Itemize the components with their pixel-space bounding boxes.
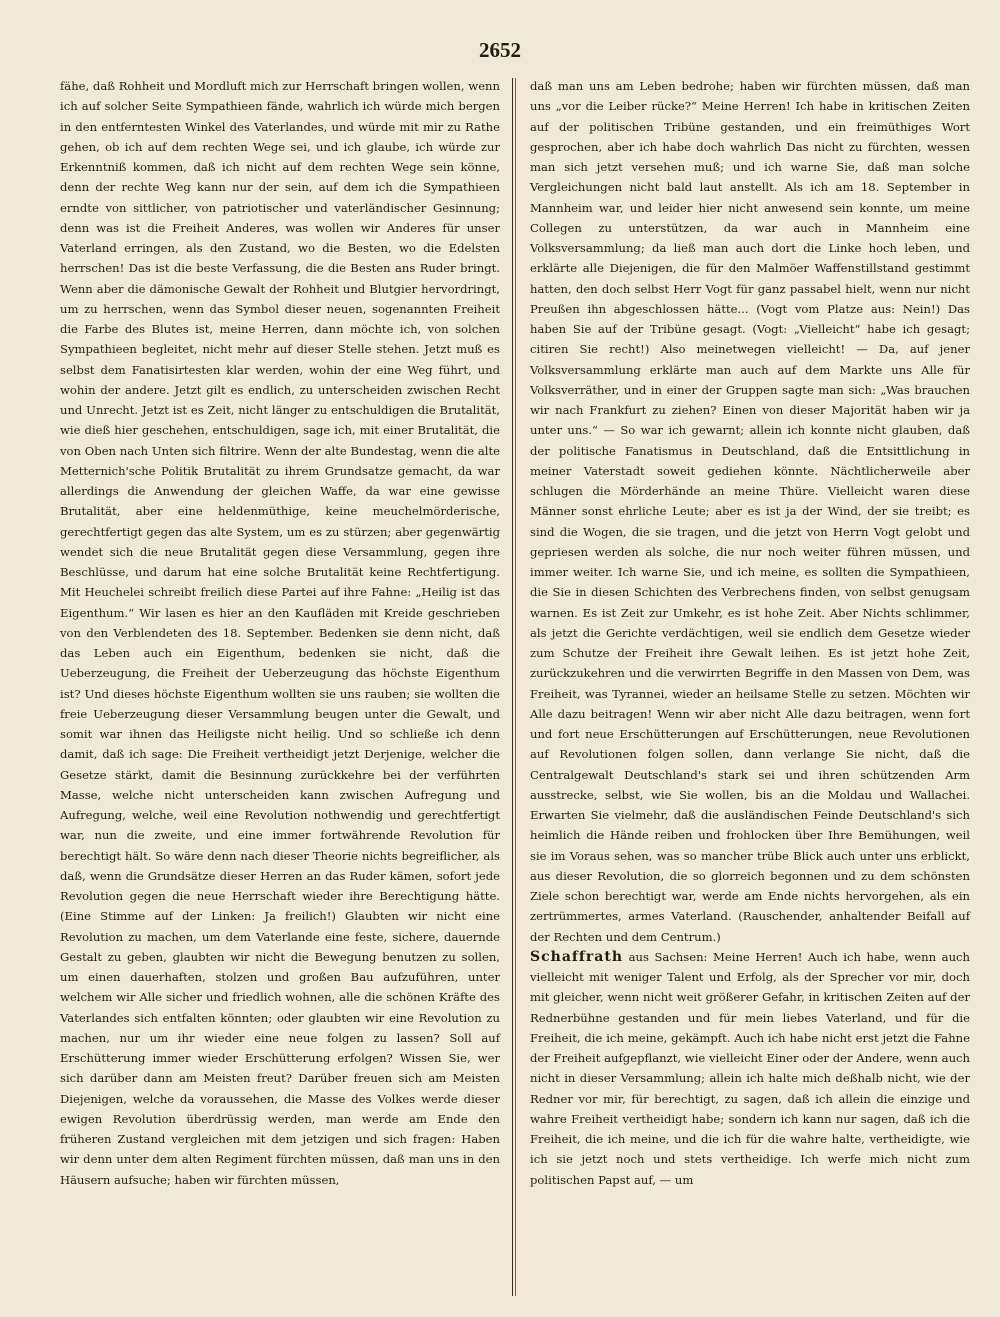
speech-text: aus Sachsen: Meine Herren! Auch ich habe, wenn auch vielleicht mit weniger Talent und Erfolg, als der Sprecher vor mir, doch mit gleicher, wenn nicht weit größerer Gefahr, in kritischen Zeiten auf der Rednerbühne gestanden und für mein liebes Vaterland, und für die Freiheit, die ich meine, gekämpft. Auch ich habe nicht erst jetzt die Fahne der Freiheit aufgepflanzt, wie vielleicht Einer oder der Andere, wenn auch nicht in dieser Versammlung; allein ich halte mich deßhalb nicht, wie der Redner vor mir, für berechtigt, zu sagen, daß ich allein die einzige und wahre Freiheit vertheidigt habe; sondern ich kann nur sagen, daß ich die Freiheit, die ich meine, und die ich für die wahre halte, vertheidigte, wie ich sie jetzt noch und stets vertheidige. Ich werfe mich nicht zum politischen Papst auf, — um <box>530 949 970 1187</box>
speaker-name: Schaffrath <box>530 948 624 965</box>
right-column <box>530 76 970 1190</box>
speech-paragraph <box>530 947 970 1190</box>
right-column-paragraph: daß man uns am Leben bedrohe; haben wir fürchten müssen, daß man uns „vor die Leiber rücke?“ Meine Herren! Ich habe in kritischen Zeiten auf der politischen Tribüne gestanden, und ein freimüthiges Wort gesprochen, aber ich habe doch wahrlich Das nicht zu fürchten, wessen man sich jetzt versehen muß; und ich warne Sie, daß man solche Vergleichungen nicht bald laut anstellt. Als ich am 18. September in Mannheim war, und leider hier nicht anwesend sein konnte, um meine Collegen zu unterstützen, da war auch in Mannheim eine Volksversammlung; da ließ man auch dort die Linke hoch leben, und erklärte alle Diejenigen, die für den Malmöer Waffenstillstand gestimmt hatten, den doch selbst Herr Vogt für ganz passabel hielt, wenn nur nicht Preußen ihn abgeschlossen hätte... (Vogt vom Platze aus: Nein!) Das haben Sie auf der Tribüne gesagt. (Vogt: „Vielleicht“ habe ich gesagt; citiren Sie recht!) Also meinetwegen vielleicht! — Da, auf jener Volksversammlung erklärte man auch auf dem Markte uns Alle für Volksverräther, und in einer der Gruppen sagte man sich: „Was brauchen wir nach Frankfurt zu ziehen? Einen von dieser Majorität haben wir ja unter uns.“ — So war ich gewarnt; allein ich konnte nicht glauben, daß der politische Fanatismus in Deutschland, daß die Entsittlichung in meiner Vaterstadt soweit gediehen könnte. Nächtlicherweile aber schlugen die Mörderhände an meine Thüre. Vielleicht waren diese Männer sonst ehrliche Leute; aber es ist ja der Wind, der sie treibt; es sind die Wogen, die sie tragen, und die jetzt von Herrn Vogt gelobt und gepriesen werden als solche, die nur noch weiter führen müssen, und immer weiter. Ich warne Sie, und ich meine, es sollten die Sympathieen, die Sie in diesen Schichten des Verbrechens finden, von selbst genugsam warnen. Es ist Zeit zur Umkehr, es ist hohe Zeit. Aber Nichts schlimmer, als jetzt die Gerichte verdächtigen, weil sie endlich dem Gesetze wieder zum Schutze der Freiheit ihre Gewalt leihen. Es ist jetzt hohe Zeit, zurückzukehren und die verwirrten Begriffe in den Massen von Dem, was Freiheit, was Tyrannei, wieder an heilsame Stelle zu setzen. Möchten wir Alle dazu beitragen! Wenn wir aber nicht Alle dazu beitragen, wenn fort und fort neue Erschütterungen auf Erschütterungen, neue Revolutionen auf Revolutionen folgen sollen, dann verlange Sie nicht, daß die Centralgewalt Deutschland's stark sei und ihren schützenden Arm ausstrecke, selbst, wie Sie wollen, bis an die Moldau und Wallachei. Erwarten Sie vielmehr, daß die ausländischen Feinde Deutschland's sich heimlich die Hände reiben und frohlocken über Ihre Bemühungen, weil sie im Voraus sehen, was so mancher trübe Blick auch unter uns erblickt, aus dieser Revolution, die so glorreich begonnen und zu dem schönsten Ziele schon berechtigt war, werde am Ende nichts hervorgehen, als ein zertrümmertes, armes Vaterland. (Rauschender, anhaltender Beifall auf der Rechten und dem Centrum.) <box>530 79 970 944</box>
column-divider <box>512 78 513 1296</box>
left-column-text: fähe, daß Rohheit und Mordluft mich zur Herrschaft bringen wollen, wenn ich auf solcher Seite Sympathieen fände, wahrlich ich würde mich bergen in den entferntesten Winkel des Vaterlandes, und würde mit mir zu Rathe gehen, ob ich auf dem rechten Wege sei, und ich glaube, ich würde zur Erkenntniß kommen, daß ich nicht auf dem rechten Wege sein könne, denn der rechte Weg kann nur der sein, auf dem ich die Sympathieen erndte von sittlicher, von patriotischer und vaterländischer Gesinnung; denn was ist die Freiheit Anderes, was wollen wir Anderes für unser Vaterland erringen, als den Zustand, wo die Besten, wo die Edelsten herrschen! Das ist die beste Verfassung, die die Besten ans Ruder bringt. Wenn aber die dämonische Gewalt der Rohheit und Blutgier hervordringt, um zu herrschen, wenn das Symbol dieser neuen, sogenannten Freiheit die Farbe des Blutes ist, meine Herren, dann möchte ich, von solchen Sympathieen begleitet, nicht mehr auf dieser Stelle stehen. Jetzt muß es selbst dem Fanatisirtesten klar werden, wohin der eine Weg führt, und wohin der andere. Jetzt gilt es endlich, zu unterscheiden zwischen Recht und Unrecht. Jetzt ist es Zeit, nicht länger zu entschuldigen die Brutalität, wie dieß hier geschehen, entschuldigen, sage ich, mit einer Brutalität, die von Oben nach Unten sich filtrire. Wenn der alte Bundestag, wenn die alte Metternich'sche Politik Brutalität zu ihrem Grundsatze gemacht, da war allerdings die Anwendung der gleichen Waffe, da war eine gewisse Brutalität, aber eine heldenmüthige, keine meuchelmörderische, gerechtfertigt gegen das alte System, um es zu stürzen; aber gegenwärtig wendet sich die neue Brutalität gegen diese Versammlung, gegen ihre Beschlüsse, und darum hat eine solche Brutalität keine Rechtfertigung. Mit Heuchelei schreibt freilich diese Partei auf ihre Fahne: „Heilig ist das Eigenthum.“ Wir lasen es hier an den Kaufläden mit Kreide geschrieben von den Verblendeten des 18. September. Bedenken sie denn nicht, daß das Leben auch ein Eigenthum, bedenken sie nicht, daß die Ueberzeugung, die Freiheit der Ueberzeugung das höchste Eigenthum ist? Und dieses höchste Eigenthum wollten sie uns rauben; sie wollten die freie Ueberzeugung dieser Versammlung beugen unter die Gewalt, und somit war ihnen das Heiligste nicht heilig. Und so schließe ich denn damit, daß ich sage: Die Freiheit vertheidigt jetzt Derjenige, welcher die Gesetze stärkt, damit die Besinnung zurückkehre bei der verführten Masse, welche nicht unterscheiden kann zwischen Aufregung und Aufregung, welche, weil eine Revolution nothwendig und gerechtfertigt war, nun die zweite, und eine immer fortwährende Revolution für berechtigt hält. So wäre denn nach dieser Theorie nichts begreiflicher, als daß, wenn die Grundsätze dieser Herren an das Ruder kämen, sofort jede Revolution gegen die neue Herrschaft wieder ihre Berechtigung hätte. (Eine Stimme auf der Linken: Ja freilich!) Glaubten wir nicht eine Revolution zu machen, um dem Vaterlande eine feste, sichere, dauernde Gestalt zu geben, glaubten wir nicht die Bewegung benutzen zu sollen, um einen dauerhaften, stolzen und großen Bau aufzuführen, unter welchem wir Alle sicher und friedlich wohnen, alle die schönen Kräfte des Vaterlandes sich entfalten könnten; oder glaubten wir eine Revolution zu machen, nur um ihr wieder eine neue folgen zu lassen? Soll auf Erschütterung immer wieder Erschütterung erfolgen? Wissen Sie, wer sich darüber dann am Meisten freut? Darüber freuen sich am Meisten Diejenigen, welche da voraussehen, die Masse des Volkes werde dieser ewigen Revolution überdrüssig werden, man werde am Ende den früheren Zustand vergleichen mit dem jetzigen und sich fragen: Haben wir denn unter dem alten Regiment fürchten müssen, daß man uns in den Häusern aufsuche; haben wir fürchten müssen, <box>60 79 500 1187</box>
left-column <box>60 76 500 1190</box>
page-number: 2652 <box>479 38 521 62</box>
